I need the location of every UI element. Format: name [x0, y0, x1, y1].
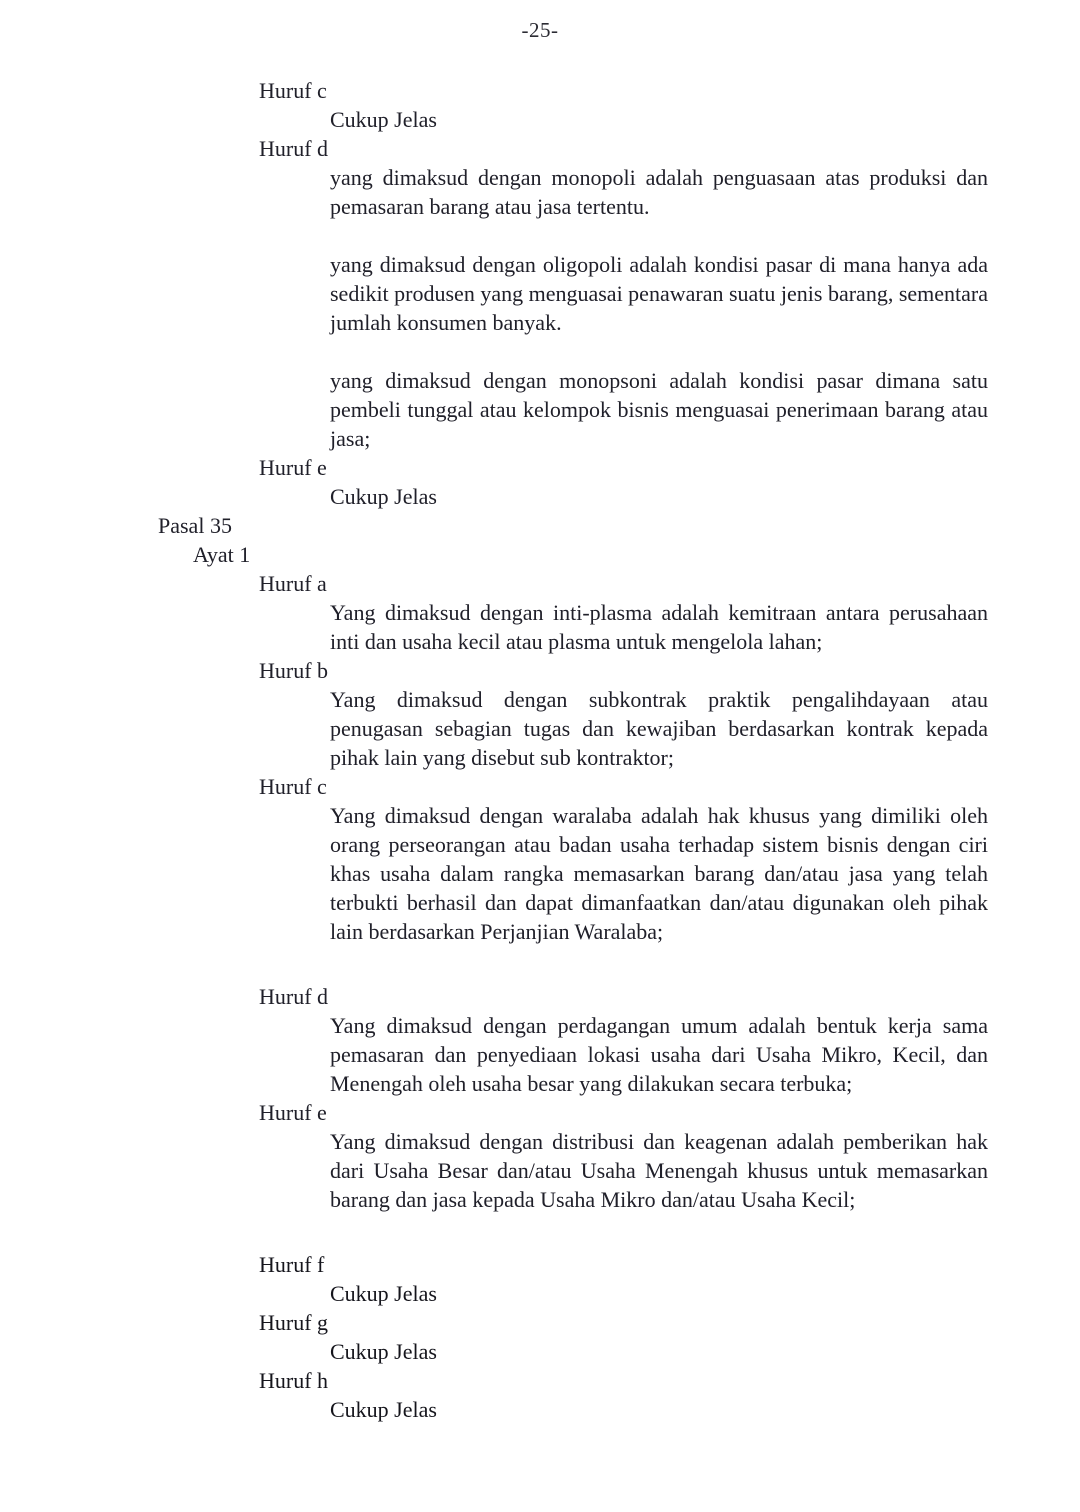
- paragraph-monopoli: yang dimaksud dengan monopoli adalah penguasaan atas produksi dan pemasaran barang atau jasa tertentu.: [330, 165, 988, 219]
- text-huruf-c-top-body: Cukup Jelas: [330, 107, 437, 132]
- paragraph-waralaba: Yang dimaksud dengan waralaba adalah hak khusus yang dimiliki oleh orang perseorangan atau badan usaha terhadap sistem bisnis dengan ciri khas usaha dalam rangka memasarkan barang dan/atau jasa yang telah terbukti berhasil dan dapat dimanfaatkan dan/atau digunakan oleh pihak lain berdasarkan Perjanjian Waralaba;: [330, 803, 988, 944]
- heading-huruf-e: Huruf e: [259, 1100, 327, 1125]
- page-number: -25-: [521, 18, 559, 42]
- text-huruf-g-body: Cukup Jelas: [330, 1339, 437, 1364]
- heading-huruf-d: Huruf d: [259, 984, 329, 1009]
- text-huruf-h-body: Cukup Jelas: [330, 1397, 437, 1422]
- heading-ayat-1: Ayat 1: [193, 542, 251, 567]
- paragraph-perdagangan-umum: Yang dimaksud dengan perdagangan umum adalah bentuk kerja sama pemasaran dan penyediaan lokasi usaha dari Usaha Mikro, Kecil, dan Menengah oleh usaha besar yang dilakukan secara terbuka;: [330, 1013, 988, 1096]
- paragraph-subkontrak: Yang dimaksud dengan subkontrak praktik pengalihdayaan atau penugasan sebagian tugas dan kewajiban berdasarkan kontrak kepada pihak lain yang disebut sub kontraktor;: [330, 687, 988, 770]
- text-huruf-f-body: Cukup Jelas: [330, 1281, 437, 1306]
- document-body: [0, 76, 1080, 1424]
- paragraph-spacer: [0, 946, 1080, 982]
- paragraph-monopsoni: yang dimaksud dengan monopsoni adalah kondisi pasar dimana satu pembeli tunggal atau kelompok bisnis menguasai penerimaan barang atau jasa;: [330, 368, 988, 451]
- cukup-jelas-group: [0, 1250, 1080, 1424]
- paragraph-oligopoli: yang dimaksud dengan oligopoli adalah kondisi pasar di mana hanya ada sedikit produsen yang menguasai penawaran suatu jenis barang, sementara jumlah konsumen banyak.: [330, 252, 988, 335]
- heading-huruf-f: Huruf f: [259, 1252, 325, 1277]
- paragraph-spacer: [0, 221, 1080, 250]
- text-huruf-e-top-body: Cukup Jelas: [330, 484, 437, 509]
- heading-huruf-c: Huruf c: [259, 774, 327, 799]
- heading-pasal-35: Pasal 35: [158, 513, 232, 538]
- heading-huruf-c-top: Huruf c: [259, 78, 327, 103]
- paragraph-distribusi-keagenan: Yang dimaksud dengan distribusi dan keagenan adalah pemberikan hak dari Usaha Besar dan/atau Usaha Menengah khusus untuk memasarkan barang dan jasa kepada Usaha Mikro dan/atau Usaha Kecil;: [330, 1129, 988, 1212]
- paragraph-spacer: [0, 337, 1080, 366]
- heading-huruf-e-top: Huruf e: [259, 455, 327, 480]
- paragraph-inti-plasma: Yang dimaksud dengan inti-plasma adalah kemitraan antara perusahaan inti dan usaha kecil atau plasma untuk mengelola lahan;: [330, 600, 988, 654]
- heading-huruf-h: Huruf h: [259, 1368, 329, 1393]
- heading-huruf-d-top: Huruf d: [259, 136, 329, 161]
- heading-huruf-g: Huruf g: [259, 1310, 329, 1335]
- heading-huruf-a: Huruf a: [259, 571, 327, 596]
- paragraph-spacer: [0, 1214, 1080, 1250]
- heading-huruf-b: Huruf b: [259, 658, 329, 683]
